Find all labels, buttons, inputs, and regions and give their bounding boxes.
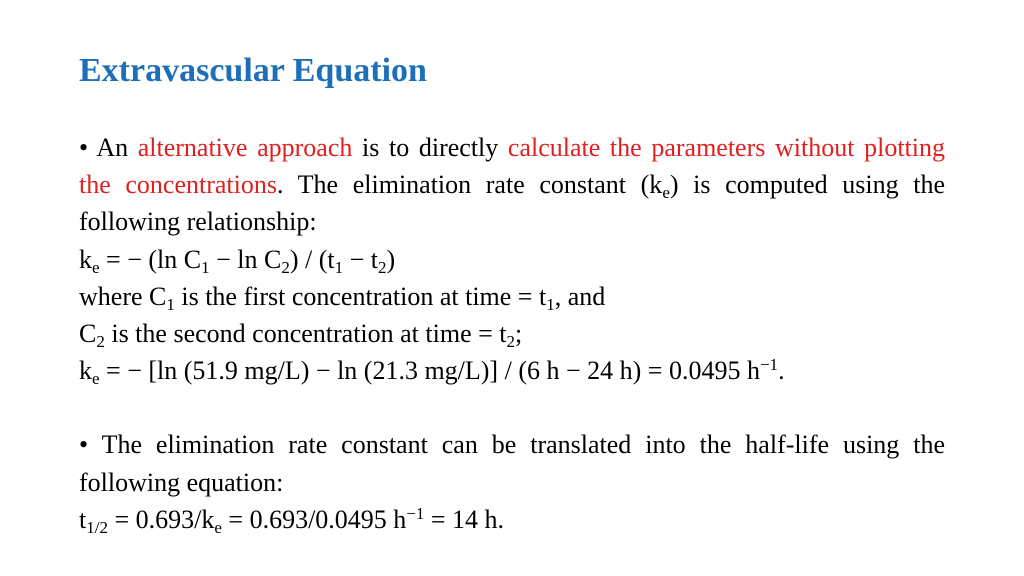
highlight-alternative-approach: alternative approach (137, 133, 353, 162)
equation-ke-formula: $k_e$ = − (ln $C_1 - \ln C_2) / (t_1 - t_2)$ (79, 244, 396, 277)
bullet-1-paragraph: • An alternative approach is to directly calculate the parameters without plotting the concentrations. The elimination rate constant $(k_e)$ is computed using the following relationship: (79, 133, 946, 237)
slide-title: Extravascular Equation (79, 52, 427, 89)
c2-line: $C_2$ is the second concentration at time = $t_2$; (79, 319, 523, 352)
equation-ke-value: $k_e$ = − [ln (51.9 mg/L) − ln (21.3 mg/L)] / (6 h − 24 h) = 0.0495 $h^{-1}$. (79, 355, 785, 389)
paragraph-gap (79, 389, 945, 426)
bullet-marker: • (79, 133, 89, 162)
equation-half-life: $t_{1/2} = 0.693/k_e = 0.693/0.0495$ $h^{-1} = 14$ h. (79, 503, 505, 537)
slide-body (79, 129, 945, 538)
bullet-marker: • (79, 430, 89, 460)
where-c1-line: where $C_1$ is the first concentration at time = $t_1$, and (79, 281, 606, 314)
highlight-calculate-parameters: calculate the parameters without plotting the concentrations (79, 133, 945, 200)
bullet-2-paragraph: • The elimination rate constant can be translated into the half-life using the following equation: (79, 430, 945, 497)
